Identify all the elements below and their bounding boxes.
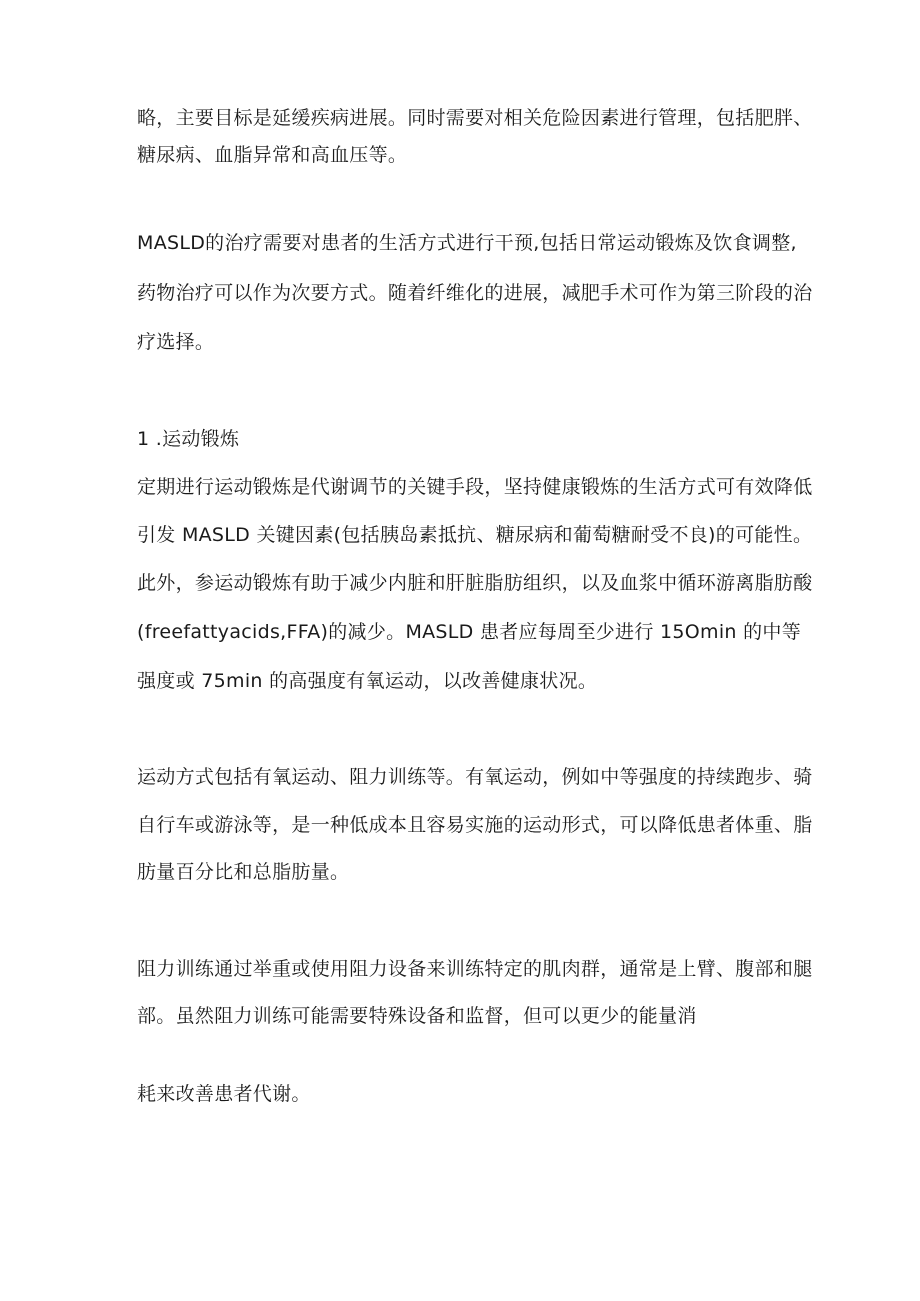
- paragraph-5-line-1: 阻力训练通过举重或使用阻力设备来训练特定的肌肉群，通常是上臂、腹部和腿: [137, 958, 813, 980]
- paragraph-1-line-2: 糖尿病、血脂异常和高血压等。: [137, 144, 408, 166]
- paragraph-4-line-1: 运动方式包括有氧运动、阻力训练等。有氧运动，例如中等强度的持续跑步、骑: [137, 766, 813, 788]
- section-heading: 1 .运动锻炼: [137, 428, 240, 450]
- paragraph-5-line-3: 耗来改善患者代谢。: [137, 1083, 311, 1105]
- paragraph-5-line-2: 部。虽然阻力训练可能需要特殊设备和监督，但可以更少的能量消: [137, 1005, 697, 1027]
- paragraph-2-line-2: 药物治疗可以作为次要方式。随着纤维化的进展，减肥手术可作为第三阶段的治: [137, 282, 813, 304]
- paragraph-4-line-2: 自行车或游泳等，是一种低成本且容易实施的运动形式，可以降低患者体重、脂: [137, 814, 813, 836]
- paragraph-3-line-3: 此外，参运动锻炼有助于减少内脏和肝脏脂肪组织，以及血浆中循环游离脂肪酸: [137, 572, 813, 594]
- paragraph-3-line-4: (freefattyacids,FFA)的减少。MASLD 患者应每周至少进行 15Omin 的中等: [137, 621, 801, 643]
- paragraph-3-line-2: 引发 MASLD 关键因素(包括胰岛素抵抗、糖尿病和葡萄糖耐受不良)的可能性。: [137, 524, 813, 546]
- paragraph-4-line-3: 肪量百分比和总脂肪量。: [137, 861, 350, 883]
- paragraph-3-line-5: 强度或 75min 的高强度有氧运动，以改善健康状况。: [137, 670, 598, 692]
- paragraph-1-line-1: 略，主要目标是延缓疾病进展。同时需要对相关危险因素进行管理，包括肥胖、: [137, 107, 813, 129]
- paragraph-2-line-3: 疗选择。: [137, 331, 215, 353]
- paragraph-3-line-1: 定期进行运动锻炼是代谢调节的关键手段，坚持健康锻炼的生活方式可有效降低: [137, 476, 813, 498]
- paragraph-2-line-1: MASLD的治疗需要对患者的生活方式进行干预,包括日常运动锻炼及饮食调整,: [137, 232, 797, 254]
